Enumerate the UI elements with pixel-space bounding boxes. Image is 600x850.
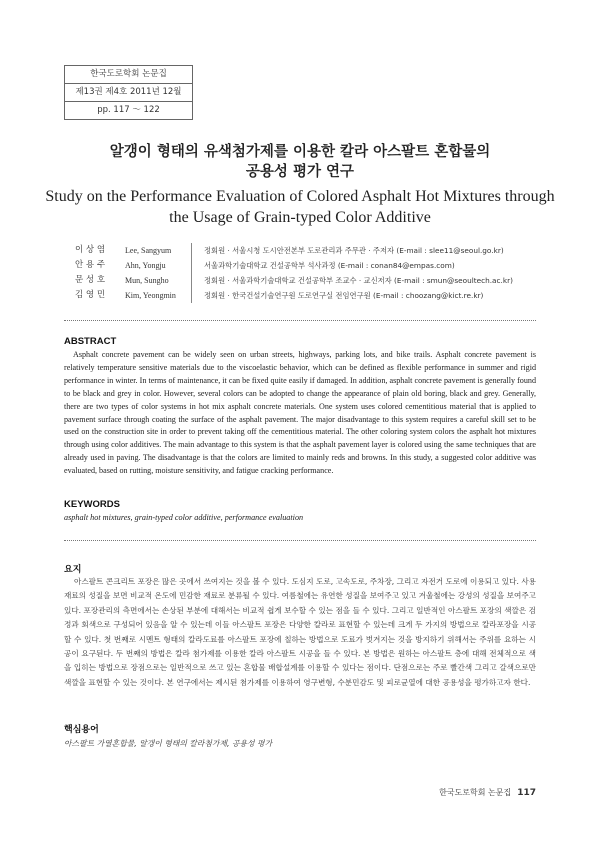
title-korean-line2: 공용성 평가 연구 xyxy=(245,163,355,180)
author-name-ko: 김 영 민 xyxy=(75,290,106,300)
divider xyxy=(191,243,192,258)
author-name-en: Lee, Sangyum xyxy=(125,246,172,255)
journal-info-box xyxy=(64,65,193,120)
author-affiliation: 정회원 · 서울과학기술대학교 건설공학부 조교수 · 교신저자 (E-mail : smun@seoultech.ac.kr) xyxy=(204,276,513,285)
keywords-ko-heading: 핵심용어 xyxy=(64,725,99,735)
journal-pages: pp. 117 ～ 122 xyxy=(65,101,192,119)
keywords-heading: KEYWORDS xyxy=(64,499,120,510)
section-divider-bottom xyxy=(64,540,536,541)
author-name-ko: 이 상 염 xyxy=(75,245,106,255)
yoji-heading: 요지 xyxy=(64,565,82,575)
author-name-ko: 안 용 주 xyxy=(75,260,106,270)
author-name-ko: 문 성 호 xyxy=(75,275,106,285)
title-english-line2: the Usage of Grain-typed Color Additive xyxy=(169,209,431,226)
section-divider-top xyxy=(64,320,536,321)
journal-volume: 제13권 제4호 2011년 12월 xyxy=(65,83,192,101)
abstract-text: Asphalt concrete pavement can be widely seen on urban streets, highways, parking lots, and bike trails. Asphalt concrete pavement is relatively temperature sensitive materials due to the viscoelastic behavior, which can be defined as flexible performance in summer and rigid performance in winter. In terms of maintenance, it can be fixed quite easily if damaged. In addition, asphalt concrete pavement is generally found to be black and grey in color. However, several colors can be adopted to change the appearance of plain old boring, black and grey. Generally, there are two types of color systems in hot mix asphalt concrete materials. One system uses colored cementitious material that is applied to pavement surface through coating the surface of the asphalt pavement. The major disadvantage to this system requires a careful skill set to be used on the construction site in order to prevent taking off the cementitious material. The other coloring system colors the asphalt hot mixtures through using color additives. The main advantage to this system is that the asphalt pavement layer is colored using the same techniques that are already used in paving. The disadvantage is that the colors are limited to mainly reds and browns. In this study, a suggested color additive was evaluated, based on rutting, moisture sensitivity, and fatigue cracking performance. xyxy=(64,350,536,476)
author-row xyxy=(75,288,545,303)
keywords-text: asphalt hot mixtures, grain-typed color additive, performance evaluation xyxy=(64,513,304,522)
divider xyxy=(191,258,192,273)
author-name-en: Kim, Yeongmin xyxy=(125,291,176,300)
keywords-ko-text: 아스팔트 가열혼합물, 알갱이 형태의 칼라첨가제, 공용성 평가 xyxy=(64,739,273,748)
author-row xyxy=(75,273,545,288)
footer-journal: 한국도로학회 논문집 xyxy=(439,788,512,797)
author-affiliation: 정회원 · 서울시청 도시안전본부 도로관리과 주무관 · 주저자 (E-mail : slee11@seoul.go.kr) xyxy=(204,246,504,255)
author-name-en: Ahn, Yongju xyxy=(125,261,166,270)
title-english-line1: Study on the Performance Evaluation of Colored Asphalt Hot Mixtures through xyxy=(45,188,555,205)
author-affiliation: 서울과학기술대학교 건설공학부 석사과정 (E-mail : conan84@empas.com) xyxy=(204,261,455,270)
author-row xyxy=(75,243,545,258)
yoji-text: 아스팔트 콘크리트 포장은 많은 곳에서 쓰여지는 것을 볼 수 있다. 도심지 도로, 고속도로, 주차장, 그리고 자전거 도로에 이용되고 있다. 사용재료의 성질을 보면 비교적 온도에 민감한 재료로 분류될 수 있다. 여름철에는 유연한 성질을 보여주고 있고 겨울철에는 강성의 성질을 보여주고 있다. 포장관리의 측면에서는 손상된 부분에 대해서는 비교적 쉽게 보수할 수 있는 점을 들 수 있다. 그리고 일반적인 아스팔트 포장의 색깔은 검정과 회색으로 구성되어 있음을 알 수 있는데 이들 아스팔트 포장은 다양한 칼라로 표현할 수 있는데 크게 두 가지의 방법으로 칼라포장을 시공할 수 있다. 첫 번째로 시멘트 형태의 칼라도료를 아스팔트 포장에 칠하는 방법으로 도료가 벗겨지는 것을 방지하기 위해서는 주위를 요하는 시공이 요구된다. 두 번째의 방법은 칼라 첨가제를 이용한 칼라 아스팔트 시공을 들 수 있다. 본 방법은 원하는 아스팔트 층에 대해 전체적으로 색을 입히는 방법으로 장점으로는 일반적으로 쓰고 있는 혼합물 배합설계를 이용할 수 있다는 점이다. 단점으로는 주로 빨간색 그리고 갈색으로만 색깔을 표현할 수 있는 것이다. 본 연구에서는 제시된 첨가제를 이용하여 영구변형, 수분민감도 및 피로균열에 대한 공용성을 평가하고자 한다. xyxy=(64,577,536,687)
page-footer xyxy=(439,787,536,798)
divider xyxy=(191,273,192,288)
author-affiliation: 정회원 · 한국건설기술연구원 도로연구실 전임연구원 (E-mail : choozang@kict.re.kr) xyxy=(204,291,484,300)
abstract-heading: ABSTRACT xyxy=(64,336,117,347)
page-number: 117 xyxy=(517,788,536,798)
author-list xyxy=(75,243,545,303)
author-row xyxy=(75,258,545,273)
divider xyxy=(191,288,192,303)
journal-name: 한국도로학회 논문집 xyxy=(90,69,167,79)
title-korean-line1: 알갱이 형태의 유색첨가제를 이용한 칼라 아스팔트 혼합물의 xyxy=(109,143,491,160)
author-name-en: Mun, Sungho xyxy=(125,276,169,285)
